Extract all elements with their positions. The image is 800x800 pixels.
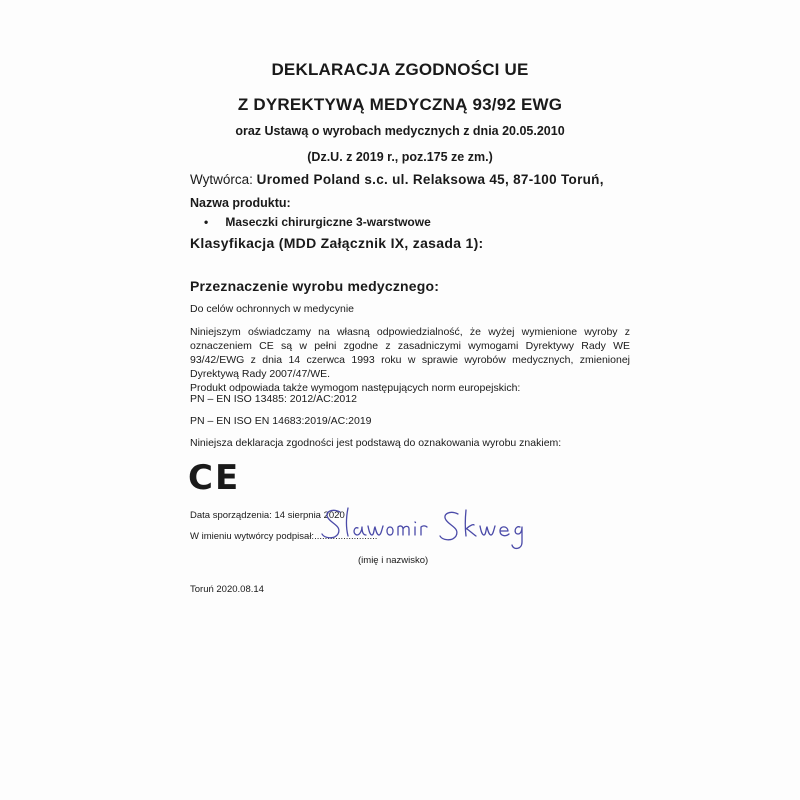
handwritten-signature (310, 498, 550, 558)
document-title-line2: Z DYREKTYWĄ MEDYCZNĄ 93/92 EWG (237, 95, 563, 114)
product-item-text: Maseczki chirurgiczne 3-warstwowe (225, 215, 431, 229)
signed-on-behalf: W imieniu wytwórcy podpisał:........................ (190, 531, 378, 542)
marking-statement: Niniejsza deklaracja zgodności jest podstawą do oznakowania wyrobu znakiem: (190, 437, 562, 449)
name-hint: (imię i nazwisko) (358, 555, 429, 566)
place-and-date: Toruń 2020.08.14 (190, 584, 264, 595)
norms-intro: Produkt odpowiada także wymogom następujących norm europejskich: (190, 382, 521, 394)
manufacturer-value: Uromed Poland s.c. ul. Relaksowa 45, 87-100 Toruń, (256, 172, 604, 187)
ce-mark-logo: CE (188, 458, 241, 498)
purpose-text: Do celów ochronnych w medycynie (190, 303, 354, 315)
classification-heading: Klasyfikacja (MDD Załącznik IX, zasada 1): (190, 235, 484, 251)
document-subtitle: oraz Ustawą o wyrobach medycznych z dnia 20.05.2010 (235, 124, 565, 138)
norm-item-2: PN – EN ISO EN 14683:2019/AC:2019 (190, 415, 372, 427)
manufacturer-line (190, 172, 604, 187)
date-of-issue: Data sporządzenia: 14 sierpnia 2020 (190, 510, 345, 521)
purpose-heading: Przeznaczenie wyrobu medycznego: (190, 278, 440, 294)
product-name-label: Nazwa produktu: (190, 196, 291, 210)
norm-item-1: PN – EN ISO 13485: 2012/AC:2012 (190, 393, 357, 405)
document-reference: (Dz.U. z 2019 r., poz.175 ze zm.) (307, 150, 493, 164)
product-list-item (204, 215, 431, 229)
declaration-paragraph: Niniejszym oświadczamy na własną odpowiedzialność, że wyżej wymienione wyroby z oznaczeniem CE są w pełni zgodne z zasadniczymi wymogami Dyrektywy Rady WE 93/42/EWG z dnia 14 czerwca 1993 roku w sprawie wyrobów medycznych, zmienionej Dyrektywą Rady 2007/47/WE. (190, 326, 630, 380)
document-title-line1: DEKLARACJA ZGODNOŚCI UE (271, 60, 529, 79)
declaration-block (190, 325, 630, 395)
bullet-icon: • (204, 215, 209, 229)
manufacturer-label: Wytwórca: (190, 172, 253, 187)
